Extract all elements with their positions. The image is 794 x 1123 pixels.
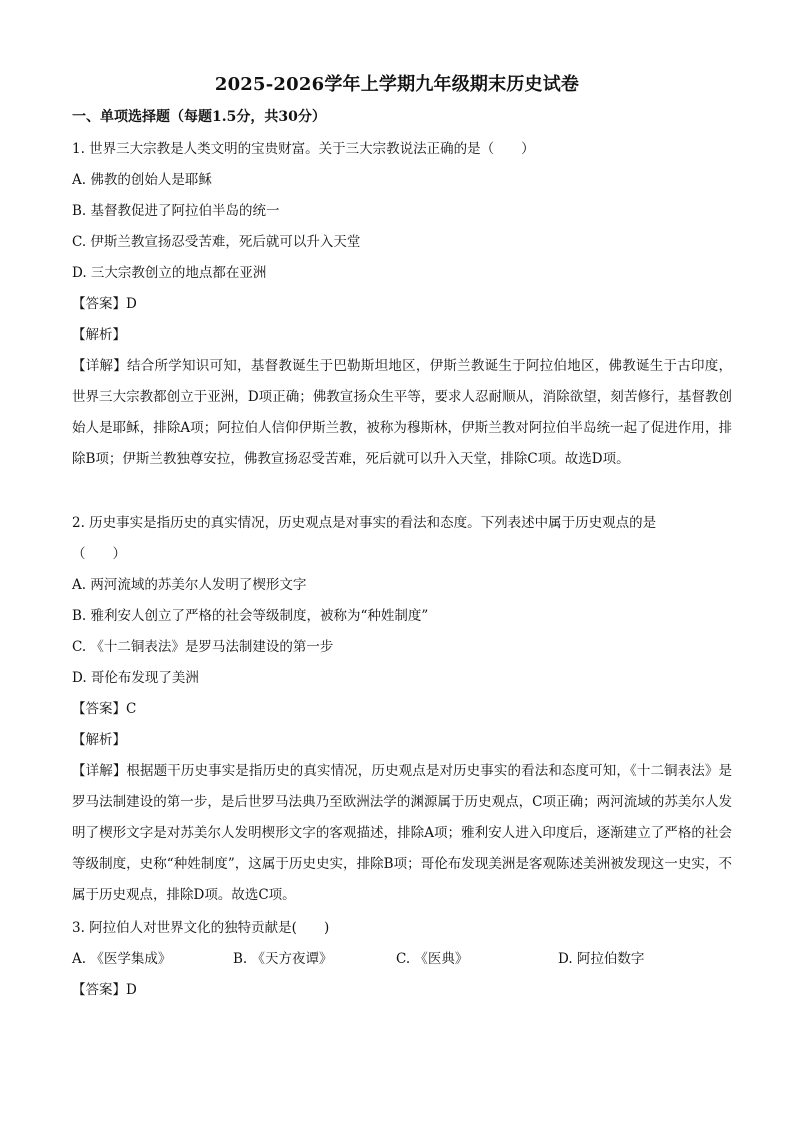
- question-2-option-d: D. 哥伦布发现了美洲: [72, 670, 199, 686]
- question-2-stem: 2. 历史事实是指历史的真实情况，历史观点是对事实的看法和态度。下列表述中属于历史观点的是: [72, 515, 657, 531]
- question-3-option-d: D. 阿拉伯数字: [558, 951, 645, 967]
- question-1-option-d: D. 三大宗教创立的地点都在亚洲: [72, 265, 267, 281]
- page-title: 2025-2026学年上学期九年级期末历史试卷: [214, 74, 580, 95]
- question-1-stem: 1. 世界三大宗教是人类文明的宝贵财富。关于三大宗教说法正确的是（ ）: [72, 141, 535, 157]
- question-1-option-a: A. 佛教的创始人是耶稣: [72, 172, 212, 188]
- question-2-answer: 【答案】C: [72, 701, 137, 717]
- question-2-option-b: B. 雅利安人创立了严格的社会等级制度，被称为“种姓制度”: [72, 608, 429, 624]
- question-3-option-c: C. 《医典》: [396, 951, 469, 967]
- question-1-option-b: B. 基督教促进了阿拉伯半岛的统一: [72, 203, 280, 219]
- question-1-answer: 【答案】D: [72, 296, 137, 312]
- question-2-detail: 【详解】根据题干历史事实是指历史的真实情况，历史观点是对历史事实的看法和态度可知，《十二铜表法》是罗马法制建设的第一步，是后世罗马法典乃至欧洲法学的渊源属于历史观点，C项正确；两河流域的苏美尔人发明了楔形文字是对苏美尔人发明楔形文字的客观描述，排除A项；雅利安人进入印度后，逐渐建立了严格的社会等级制度，史称“种姓制度”，这属于历史史实，排除B项；哥伦布发现美洲是客观陈述美洲被发现这一史实，不属于历史观点，排除D项。故选C项。: [72, 763, 732, 903]
- question-3-stem: 3. 阿拉伯人对世界文化的独特贡献是( ): [72, 920, 330, 936]
- question-3-answer: 【答案】D: [72, 982, 137, 998]
- section-heading: 一、单项选择题（每题1.5分，共30分）: [72, 109, 326, 125]
- question-1-analysis-label: 【解析】: [72, 327, 126, 343]
- question-1-detail: 【详解】结合所学知识可知，基督教诞生于巴勒斯坦地区，伊斯兰教诞生于阿拉伯地区，佛教诞生于古印度，世界三大宗教都创立于亚洲，D项正确；佛教宣扬众生平等，要求人忍耐顺从，消除欲望，刻苦修行，基督教创始人是耶稣，排除A项；阿拉伯人信仰伊斯兰教，被称为穆斯林，伊斯兰教对阿拉伯半岛统一起了促进作用，排除B项；伊斯兰教独尊安拉，佛教宣扬忍受苦难，死后就可以升入天堂，排除C项。故选D项。: [72, 358, 732, 467]
- question-2-stem-bracket: （ ）: [72, 546, 126, 562]
- question-2-option-a: A. 两河流域的苏美尔人发明了楔形文字: [72, 577, 307, 593]
- question-3-option-b: B. 《天方夜谭》: [233, 951, 333, 967]
- question-3-option-a: A. 《医学集成》: [72, 951, 172, 967]
- question-2-analysis-label: 【解析】: [72, 732, 126, 748]
- question-2-option-c: C. 《十二铜表法》是罗马法制建设的第一步: [72, 639, 334, 655]
- question-1-option-c: C. 伊斯兰教宣扬忍受苦难，死后就可以升入天堂: [72, 234, 361, 250]
